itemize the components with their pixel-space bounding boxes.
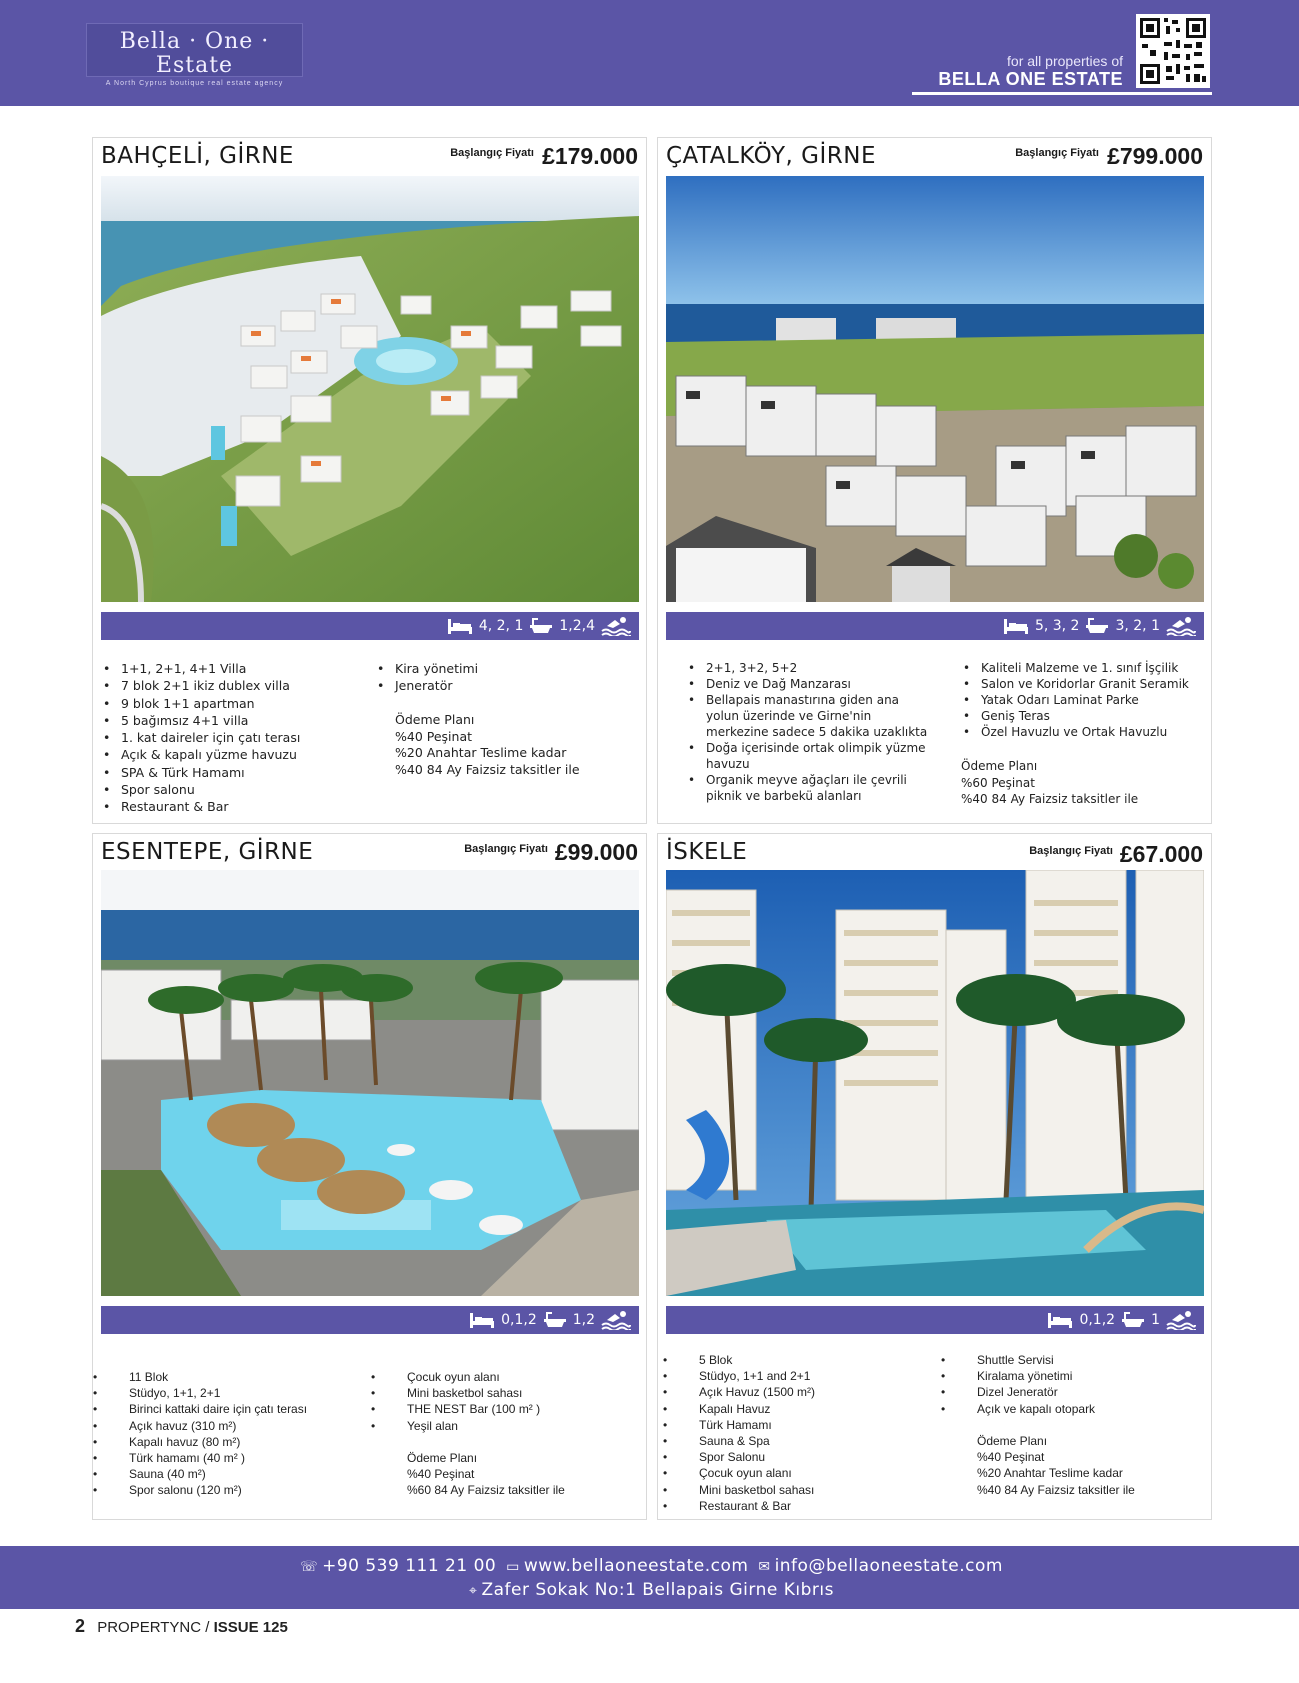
payment-plan-title: Ödeme Planı: [395, 712, 475, 727]
room-info-bar: [666, 612, 1204, 640]
feature-item: • Yeşil alan: [371, 1418, 641, 1434]
feature-item: • Organik meyve ağaçları ile çevrili piknik ve barbekü alanları: [688, 772, 928, 804]
payment-plan: [395, 712, 580, 778]
property-photo[interactable]: [101, 176, 639, 602]
feature-item: • Spor salonu: [103, 781, 363, 798]
feature-item: • Restaurant & Bar: [103, 798, 363, 815]
feature-item: • Kira yönetimi: [377, 660, 637, 677]
page-footer: [75, 1616, 288, 1637]
payment-plan-line: %20 Anahtar Teslime kadar: [977, 1466, 1123, 1481]
feature-item: • 5 bağımsız 4+1 villa: [103, 712, 363, 729]
location-icon: ⌖: [469, 1583, 478, 1599]
bedrooms-value: 0,1,2: [1079, 1312, 1116, 1328]
bed-icon: [469, 1311, 495, 1329]
price-value: £99.000: [554, 839, 638, 865]
email-link[interactable]: info@bellaoneestate.com: [774, 1556, 1003, 1576]
bath-icon: [543, 1311, 567, 1329]
property-card-catalkoy[interactable]: [657, 137, 1212, 824]
feature-item: • Salon ve Koridorlar Granit Seramik: [963, 676, 1208, 692]
phone-icon: ☏: [300, 1559, 319, 1575]
brand-name: BELLA ONE ESTATE: [938, 69, 1123, 89]
payment-plan: [977, 1433, 1135, 1498]
property-title: ÇATALKÖY, GİRNE: [666, 143, 876, 169]
price-label: Başlangıç Fiyatı: [1015, 147, 1099, 159]
publication-name: PROPERTYNC /: [97, 1619, 210, 1636]
feature-item: • SPA & Türk Hamamı: [103, 764, 363, 781]
feature-item: • Sauna & Spa: [663, 1433, 933, 1449]
property-title: ESENTEPE, GİRNE: [101, 839, 314, 865]
feature-item: • Türk Hamamı: [663, 1417, 933, 1433]
property-card-iskele[interactable]: [657, 833, 1212, 1520]
features-list-right: [941, 1352, 1206, 1417]
feature-item: • Spor Salonu: [663, 1449, 933, 1465]
feature-item: • Kapalı havuz (80 m²): [93, 1434, 363, 1450]
website-link[interactable]: www.bellaoneestate.com: [523, 1556, 749, 1576]
feature-item: • 1. kat daireler için çatı terası: [103, 729, 363, 746]
property-photo[interactable]: [666, 870, 1204, 1296]
payment-plan-line: %60 Peşinat: [961, 775, 1035, 790]
feature-item: • Sauna (40 m²): [93, 1466, 363, 1482]
property-photo[interactable]: [666, 176, 1204, 602]
payment-plan-line: %40 84 Ay Faizsiz taksitler ile: [977, 1482, 1135, 1497]
room-info-bar: [101, 612, 639, 640]
address-line: [0, 1580, 1299, 1600]
payment-plan-line: %40 Peşinat: [407, 1467, 475, 1482]
bath-icon: [1121, 1311, 1145, 1329]
feature-item: • Mini basketbol sahası: [371, 1385, 641, 1401]
feature-item: • Spor salonu (120 m²): [93, 1482, 363, 1498]
address-text: Zafer Sokak No:1 Bellapais Girne Kıbrıs: [481, 1580, 834, 1600]
features-list-right: [371, 1369, 641, 1434]
features-list-right: [377, 660, 637, 695]
payment-plan-title: Ödeme Planı: [977, 1434, 1048, 1448]
price-value: £799.000: [1107, 143, 1203, 169]
feature-item: • Restaurant & Bar: [663, 1498, 933, 1514]
email-icon: ✉: [758, 1559, 771, 1575]
feature-item: • Açık Havuz (1500 m²): [663, 1384, 933, 1400]
features-list-left: [103, 660, 363, 816]
bathrooms-value: 3, 2, 1: [1115, 618, 1160, 634]
feature-item: • Shuttle Servisi: [941, 1352, 1206, 1368]
payment-plan-line: %40 84 Ay Faizsiz taksitler ile: [961, 792, 1139, 806]
feature-item: • 9 blok 1+1 apartman: [103, 695, 363, 712]
property-photo[interactable]: [101, 870, 639, 1296]
qr-code-icon[interactable]: [1136, 14, 1210, 88]
feature-item: • THE NEST Bar (100 m² ): [371, 1401, 641, 1417]
property-title: İSKELE: [666, 839, 748, 865]
price-value: £67.000: [1119, 841, 1203, 867]
feature-item: • Jeneratör: [377, 677, 637, 694]
issue-number: ISSUE 125: [213, 1619, 288, 1636]
price-label: Başlangıç Fiyatı: [450, 147, 534, 159]
feature-item: • 7 blok 2+1 ikiz dublex villa: [103, 677, 363, 694]
feature-item: • Bellapais manastırına giden ana yolun üzerinde ve Girne'nin merkezine sadece 5 dakika uzaklıkta: [688, 692, 928, 740]
payment-plan-title: Ödeme Planı: [407, 1451, 478, 1465]
bath-icon: [529, 617, 553, 635]
logo-tagline: A North Cyprus boutique real estate agency: [105, 80, 284, 87]
feature-item: • Yatak Odarı Laminat Parke: [963, 692, 1208, 708]
bath-icon: [1085, 617, 1109, 635]
feature-item: • Açık havuz (310 m²): [93, 1418, 363, 1434]
bedrooms-value: 0,1,2: [501, 1312, 537, 1328]
features-list-left: [93, 1369, 363, 1499]
brand-underline: [912, 92, 1212, 95]
property-card-esentepe[interactable]: [92, 833, 647, 1520]
feature-item: • Dizel Jeneratör: [941, 1384, 1206, 1400]
feature-item: • Kaliteli Malzeme ve 1. sınıf İşçilik: [963, 660, 1208, 676]
contact-line: [0, 1556, 1299, 1576]
contact-footer: [0, 1546, 1299, 1609]
room-info-bar: [666, 1306, 1204, 1334]
room-info-bar: [101, 1306, 639, 1334]
feature-item: • Stüdyo, 1+1 and 2+1: [663, 1368, 933, 1384]
phone-number[interactable]: +90 539 111 21 00: [322, 1556, 497, 1576]
feature-item: • Doğa içerisinde ortak olimpik yüzme havuzu: [688, 740, 928, 772]
payment-plan-title: Ödeme Planı: [961, 759, 1038, 773]
feature-item: • Açık & kapalı yüzme havuzu: [103, 746, 363, 763]
features-list-left: [688, 660, 928, 804]
bathrooms-value: 1: [1151, 1312, 1160, 1328]
logo-name: Bella · One · Estate: [119, 29, 270, 78]
payment-plan-line: %40 84 Ay Faizsiz taksitler ile: [395, 761, 580, 777]
swimming-pool-icon: [601, 1310, 631, 1330]
feature-item: • Kapalı Havuz: [663, 1401, 933, 1417]
page-number: 2: [75, 1616, 86, 1636]
swimming-pool-icon: [1166, 616, 1196, 636]
payment-plan: [407, 1450, 565, 1499]
swimming-pool-icon: [601, 616, 631, 636]
features-list-right: [963, 660, 1208, 740]
feature-item: • Kiralama yönetimi: [941, 1368, 1206, 1384]
bella-one-logo[interactable]: [86, 23, 303, 87]
price-label: Başlangıç Fiyatı: [1029, 845, 1113, 857]
bathrooms-value: 1,2,4: [559, 618, 595, 634]
property-card-bahceli[interactable]: [92, 137, 647, 824]
feature-item: • 5 Blok: [663, 1352, 933, 1368]
feature-item: • Açık ve kapalı otopark: [941, 1401, 1206, 1417]
swimming-pool-icon: [1166, 1310, 1196, 1330]
bedrooms-value: 4, 2, 1: [478, 618, 524, 634]
payment-plan-line: %20 Anahtar Teslime kadar: [395, 745, 567, 760]
feature-item: • Mini basketbol sahası: [663, 1482, 933, 1498]
feature-item: • Çocuk oyun alanı: [663, 1465, 933, 1481]
feature-item: • Birinci kattaki daire için çatı terası: [93, 1401, 363, 1417]
payment-plan-line: %40 Peşinat: [977, 1450, 1045, 1465]
price-value: £179.000: [542, 143, 638, 169]
feature-item: • 1+1, 2+1, 4+1 Villa: [103, 660, 363, 677]
bathrooms-value: 1,2: [572, 1312, 595, 1328]
bed-icon: [1003, 617, 1029, 635]
feature-item: • Deniz ve Dağ Manzarası: [688, 676, 928, 692]
payment-plan: [961, 758, 1138, 808]
feature-item: • Çocuk oyun alanı: [371, 1369, 641, 1385]
features-list-left: [663, 1352, 933, 1514]
price-label: Başlangıç Fiyatı: [464, 843, 548, 855]
laptop-icon: ▭: [506, 1559, 520, 1575]
bed-icon: [447, 617, 473, 635]
payment-plan-line: %40 Peşinat: [395, 728, 473, 744]
property-title: BAHÇELİ, GİRNE: [101, 143, 294, 169]
feature-item: • Stüdyo, 1+1, 2+1: [93, 1385, 363, 1401]
feature-item: • Özel Havuzlu ve Ortak Havuzlu: [963, 724, 1208, 740]
payment-plan-line: %60 84 Ay Faizsiz taksitler ile: [407, 1483, 565, 1498]
bedrooms-value: 5, 3, 2: [1034, 618, 1080, 634]
feature-item: • Türk hamamı (40 m² ): [93, 1450, 363, 1466]
feature-item: • Geniş Teras: [963, 708, 1208, 724]
page-header: [0, 0, 1299, 106]
feature-item: • 2+1, 3+2, 5+2: [688, 660, 928, 676]
for-all-properties-text: for all properties of: [1007, 53, 1123, 69]
bed-icon: [1047, 1311, 1073, 1329]
feature-item: • 11 Blok: [93, 1369, 363, 1385]
